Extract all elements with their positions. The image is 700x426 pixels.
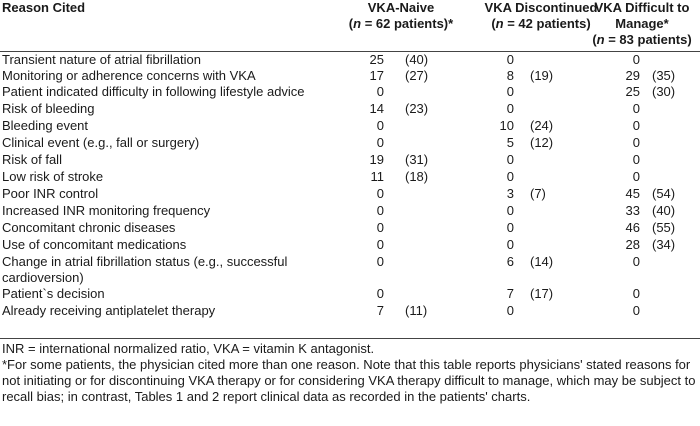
row-disc-count: 0 — [506, 220, 514, 235]
row-naive-count: 0 — [376, 118, 384, 133]
row-diff-count: 46 — [625, 220, 640, 235]
table-row — [0, 254, 700, 286]
table-row — [0, 68, 700, 84]
row-diff-count: 0 — [632, 101, 640, 116]
row-reason: Already receiving antiplatelet therapy — [2, 303, 216, 318]
row-naive-count: 0 — [376, 286, 384, 301]
row-naive-count: 11 — [370, 169, 384, 184]
row-disc-pct: (24) — [530, 118, 554, 133]
row-diff-count: 0 — [632, 254, 640, 269]
table-row — [0, 135, 700, 151]
table-row — [0, 203, 700, 219]
row-diff-pct: (54) — [652, 186, 676, 201]
table-row — [0, 152, 700, 168]
row-reason: Risk of bleeding — [2, 101, 95, 116]
row-diff-count: 0 — [632, 52, 640, 67]
row-diff-count: 0 — [632, 169, 640, 184]
row-naive-pct: (27) — [405, 68, 429, 83]
row-diff-count: 0 — [632, 135, 640, 150]
table-row — [0, 169, 700, 185]
header-vka-diff-n: (n = 83 patients) — [592, 32, 692, 47]
table-row — [0, 186, 700, 202]
row-naive-pct: (40) — [405, 52, 429, 67]
row-diff-count: 0 — [632, 118, 640, 133]
row-diff-count: 0 — [632, 286, 640, 301]
row-reason: Risk of fall — [2, 152, 62, 167]
row-diff-count: 45 — [625, 186, 640, 201]
row-diff-count: 0 — [632, 303, 640, 318]
row-disc-count: 8 — [506, 68, 514, 83]
row-disc-count: 0 — [506, 303, 514, 318]
row-naive-count: 25 — [369, 52, 384, 67]
row-disc-count: 0 — [506, 52, 514, 67]
footnote-star: *For some patients, the physician cited more than one reason. Note that this table reports physicians' stated reasons for not initiating or for discontinuing VKA therapy or for considering VKA therapy difficult to manage, which may be subject to recall bias; in contrast, Tables 1 and 2 report clinical data as recorded in the patients' charts. — [2, 357, 696, 404]
header-vka-disc-n: (n = 42 patients) — [491, 16, 591, 31]
row-disc-count: 5 — [506, 135, 514, 150]
row-diff-count: 33 — [625, 203, 640, 218]
footnote-abbreviations: INR = international normalized ratio, VKA = vitamin K antagonist. — [2, 341, 375, 356]
row-diff-count: 25 — [625, 84, 640, 99]
row-diff-pct: (55) — [652, 220, 676, 235]
table-row — [0, 118, 700, 134]
row-disc-count: 0 — [506, 203, 514, 218]
row-naive-count: 17 — [369, 68, 384, 83]
row-disc-count: 0 — [506, 237, 514, 252]
row-disc-count: 7 — [506, 286, 514, 301]
row-naive-count: 7 — [376, 303, 384, 318]
header-vka-diff-title-2: Manage* — [615, 16, 669, 31]
row-disc-count: 10 — [499, 118, 514, 133]
table-row — [0, 52, 700, 68]
row-naive-pct: (18) — [405, 169, 429, 184]
row-naive-pct: (31) — [405, 152, 429, 167]
row-disc-pct: (17) — [530, 286, 554, 301]
table-row — [0, 237, 700, 253]
row-disc-pct: (19) — [530, 68, 554, 83]
header-reason: Reason Cited — [2, 0, 86, 15]
header-vka-naive-n: (n = 62 patients)* — [348, 16, 454, 31]
row-naive-count: 0 — [376, 254, 384, 269]
table-row — [0, 84, 700, 100]
row-diff-count: 28 — [625, 237, 640, 252]
row-naive-count: 0 — [376, 203, 384, 218]
row-naive-count: 0 — [376, 84, 384, 99]
row-reason: Concomitant chronic diseases — [2, 220, 176, 235]
header-vka-disc-title: VKA Discontinued — [484, 0, 598, 15]
header-vka-difficult — [583, 0, 700, 48]
row-diff-pct: (34) — [652, 237, 676, 252]
row-reason: Bleeding event — [2, 118, 89, 133]
row-naive-count: 19 — [369, 152, 384, 167]
row-reason: Increased INR monitoring frequency — [2, 203, 211, 218]
header-vka-naive-title: VKA-Naive — [367, 0, 435, 15]
row-diff-pct: (30) — [652, 84, 676, 99]
row-naive-count: 0 — [376, 135, 384, 150]
row-reason: Patient indicated difficulty in following lifestyle advice — [2, 84, 305, 99]
table-row — [0, 303, 700, 319]
row-naive-count: 14 — [369, 101, 384, 116]
row-reason: Change in atrial fibrillation status (e.g., successful cardioversion) — [2, 254, 288, 285]
row-disc-count: 0 — [506, 169, 514, 184]
row-reason: Transient nature of atrial fibrillation — [2, 52, 201, 67]
row-disc-count: 3 — [506, 186, 514, 201]
row-reason: Clinical event (e.g., fall or surgery) — [2, 135, 200, 150]
table-row — [0, 220, 700, 236]
table-row — [0, 101, 700, 117]
row-reason: Patient`s decision — [2, 286, 105, 301]
header-vka-diff-title: VKA Difficult to — [594, 0, 690, 15]
row-naive-count: 0 — [376, 237, 384, 252]
table-row — [0, 286, 700, 302]
row-diff-count: 29 — [625, 68, 640, 83]
row-diff-pct: (40) — [652, 203, 676, 218]
row-reason: Use of concomitant medications — [2, 237, 187, 252]
header-vka-naive — [326, 0, 476, 32]
row-naive-pct: (23) — [405, 101, 429, 116]
row-reason: Poor INR control — [2, 186, 99, 201]
row-naive-count: 0 — [376, 220, 384, 235]
footer-divider — [0, 338, 700, 339]
row-diff-pct: (35) — [652, 68, 676, 83]
row-naive-count: 0 — [376, 186, 384, 201]
row-disc-count: 6 — [506, 254, 514, 269]
row-naive-pct: (11) — [405, 303, 428, 318]
row-disc-pct: (14) — [530, 254, 554, 269]
row-disc-count: 0 — [506, 152, 514, 167]
row-diff-count: 0 — [632, 152, 640, 167]
row-disc-pct: (7) — [530, 186, 546, 201]
row-disc-count: 0 — [506, 84, 514, 99]
row-disc-count: 0 — [506, 101, 514, 116]
row-reason: Low risk of stroke — [2, 169, 104, 184]
row-disc-pct: (12) — [530, 135, 554, 150]
row-reason: Monitoring or adherence concerns with VKA — [2, 68, 256, 83]
